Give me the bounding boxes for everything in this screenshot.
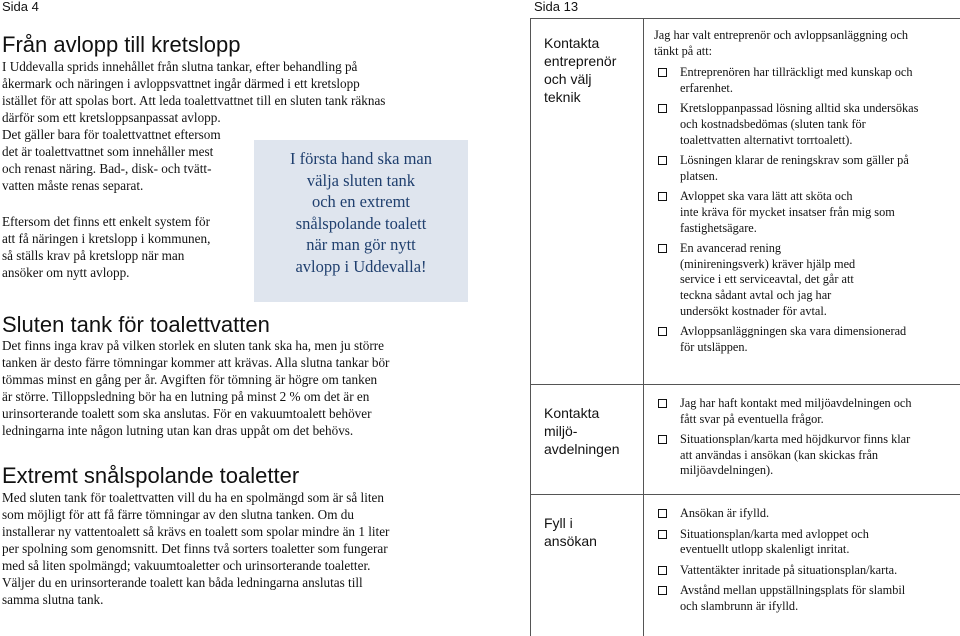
text-line: Lösningen klarar de reningskrav som gäller på [680,153,909,168]
text-line: vatten måste renas separat. [2,178,144,193]
text-line: Ansökan är ifylld. [680,506,770,520]
text-line: undersökt kostnader för avtal. [680,303,827,318]
checklist-item [654,583,952,614]
step-label-kontakta-miljoavdelningen [538,400,642,458]
pullquote-line: I första hand ska man [289,149,433,168]
intro-paragraph [2,58,472,126]
checklist-item [654,432,952,479]
text-line: att få näringen i kretslopp i kommunen, [2,231,211,246]
checkbox-icon[interactable] [658,192,667,201]
label-line: och välj [544,71,592,87]
label-line: avdelningen [544,441,620,457]
text-line: toalettvatten alternativt torrtoalett). [680,132,853,147]
label-line: ansökan [544,533,597,549]
text-line: tänkt på att: [654,43,713,58]
step-label-kontakta-entreprenor [538,30,642,106]
table-border-left [530,18,531,636]
checklist-item [654,189,952,236]
checkbox-icon[interactable] [658,530,667,539]
text-line: och renast näring. Bad-, disk- och tvätt- [2,161,212,176]
text-line: för utsläppen. [680,339,748,354]
paragraph-2 [2,126,262,194]
text-line: miljöavdelningen). [680,463,774,478]
text-line: fått svar på eventuella frågor. [680,411,824,426]
text-line: service i ett serviceavtal, det går att [680,272,854,287]
checkbox-icon[interactable] [658,435,667,444]
page-label: Sida 13 [534,0,579,14]
text-line: Kretsloppanpassad lösning alltid ska undersökas [680,101,919,116]
label-line: Fyll i [544,515,573,531]
checkbox-icon[interactable] [658,586,667,595]
text-line: Vattentäkter inritade på situationsplan/karta. [680,562,898,577]
text-line: samma slutna tank. [2,592,104,607]
checklist-item [654,324,952,355]
text-line: Jag har haft kontakt med miljöavdelningen och [680,396,912,410]
text-line: En avancerad rening [680,241,782,256]
text-line: platsen. [680,168,718,183]
table-row-divider [530,384,960,385]
text-line: så ställs krav på kretslopp när man [2,248,185,263]
pullquote-line: när man gör nytt [306,235,416,254]
text-line: därför som ett kretsloppsanpassat avlopp. [2,110,221,125]
checklist-item [654,396,952,427]
label-line: teknik [544,89,581,105]
text-line: inte kräva för mycket insatser från mig som [680,204,895,219]
text-line: Det finns inga krav på vilken storlek en sluten tank ska ha, men ju större [2,338,384,353]
text-line: Situationsplan/karta med avloppet och [680,526,869,541]
checkbox-icon[interactable] [658,244,667,253]
page-label: Sida 4 [2,0,39,14]
text-line: och kostnadsbedömas (sluten tank för [680,116,866,131]
label-line: Kontakta [544,405,600,421]
text-line: som möjligt för att få färre tömningar av den slutna tanken. Om du [2,507,354,522]
text-line: är större. Tilloppsledning bör ha en lutning på minst 2 % om det är en [2,389,370,404]
pullquote-line: och en extremt [311,192,411,211]
text-line: Väljer du en urinsorterande toalett kan båda ledningarna anslutas till [2,575,363,590]
text-line: eventuellt utlopp skalenligt inritat. [680,542,850,557]
checkbox-icon[interactable] [658,566,667,575]
table-column-divider [643,18,644,636]
text-line: installerar ny vattentoalett så krävs en toalett som spolar mindre än 1 liter [2,524,390,539]
checkbox-icon[interactable] [658,327,667,336]
text-line: Avstånd mellan uppställningsplats för slambil [680,583,906,598]
text-line: istället för att spolas bort. Att leda toalettvattnet till en sluten tank räknas [2,93,386,108]
text-line: I Uddevalla sprids innehållet från slutna tankar, efter behandling på [2,59,358,74]
checkbox-icon[interactable] [658,104,667,113]
checklist-entreprenor [648,24,958,360]
text-line: åkermark och näringen i avloppsvattnet ingår därmed i ett kretslopp [2,76,360,91]
text-line: Situationsplan/karta med höjdkurvor finns klar [680,432,911,447]
checklist-item [654,241,952,319]
text-line: erfarenhet. [680,80,733,95]
label-line: Kontakta [544,35,600,51]
checkbox-icon[interactable] [658,156,667,165]
pullquote-line: snålspolande toalett [295,213,427,233]
text-line: ansöker om nytt avlopp. [2,265,130,280]
text-line: Avloppet ska vara lätt att sköta och [680,189,853,204]
text-line: att användas i ansökan (kan skickas från [680,447,879,462]
table-border-top [530,18,960,19]
text-line: Jag har valt entreprenör och avloppsanläggning och [654,28,909,42]
checklist-ansokan [648,502,958,620]
page-title: Från avlopp till kretslopp [2,32,241,57]
checklist-item [654,506,952,522]
text-line: Entreprenören har tillräckligt med kunskap och [680,65,913,80]
text-line: med så liten spolmängd; vakuumtoaletter och urinsorterande toaletter. [2,558,371,573]
pullquote-line: avlopp i Uddevalla! [295,256,427,276]
checkbox-icon[interactable] [658,509,667,518]
label-line: miljö- [544,423,578,439]
section-heading-snalspolande: Extremt snålspolande toaletter [2,463,300,488]
checklist-item [654,527,952,558]
text-line: fastighetsägare. [680,220,757,235]
text-line: urinsorterande toalett som ska anslutas. För en vakuumtoalett behöver [2,406,372,421]
label-line: entreprenör [544,53,617,69]
text-line: tanken är desto färre tömningar kommer att krävas. Alla slutna tankar bör [2,355,390,370]
text-line: per spolning som genomsnitt. Det finns två sorters toaletter som fungerar [2,541,388,556]
text-line: teckna sådant avtal och jag har [680,287,832,302]
pullquote-box [254,140,468,302]
checklist-miljoavdelningen [648,392,958,484]
table-row-divider [530,494,960,495]
checklist-item [654,153,952,184]
text-line: Eftersom det finns ett enkelt system för [2,214,211,229]
checkbox-icon[interactable] [658,399,667,408]
checklist-item [654,563,952,579]
text-line: (minireningsverk) kräver hjälp med [680,256,856,271]
section-body-sluten-tank [2,337,472,439]
text-line: Avloppsanläggningen ska vara dimensionerad [680,324,907,339]
section-heading-sluten-tank: Sluten tank för toalettvatten [2,312,270,337]
checklist-intro [654,28,952,59]
section-body-snalspolande [2,489,472,608]
paragraph-3 [2,213,262,281]
text-line: ledningarna inte någon lutning utan kan dras uppåt om det behövs. [2,423,354,438]
text-line: tömmas minst en gång per år. Avgiften för tömning är högre om tanken [2,372,378,387]
text-line: och slambrunn är ifylld. [680,598,799,613]
page-right [530,0,960,636]
pullquote-line: välja sluten tank [306,170,416,190]
step-label-fyll-i-ansokan [538,510,642,550]
text-line: Med sluten tank för toalettvatten vill du ha en spolmängd som är så liten [2,490,384,505]
checklist-item [654,65,952,96]
text-line: det är toalettvattnet som innehåller mest [2,144,214,159]
text-line: Det gäller bara för toalettvattnet eftersom [2,127,221,142]
checkbox-icon[interactable] [658,68,667,77]
checklist-item [654,101,952,148]
